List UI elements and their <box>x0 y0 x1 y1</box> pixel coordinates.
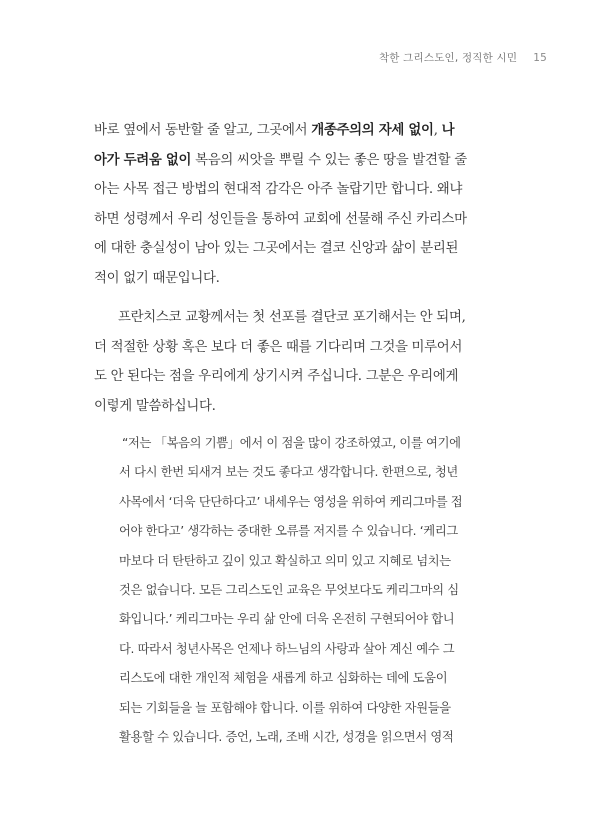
quote-line: 마보다 더 탄탄하고 깊이 있고 확실하고 의미 있고 지혜로 넘치는 <box>119 553 451 568</box>
block-quote <box>119 429 519 752</box>
text-run: , <box>433 123 442 138</box>
emphasis-text: 개종주의의 자세 없이 <box>311 122 434 138</box>
quote-line: 어야 한다고’ 생각하는 중대한 오류를 저지를 수 있습니다. ‘케리그 <box>119 524 458 539</box>
page-number: 15 <box>533 52 547 64</box>
text-run: 바로 옆에서 동반할 줄 알고, 그곳에서 <box>94 123 312 138</box>
paragraph-line: 프란치스코 교황께서는 첫 선포를 결단코 포기해서는 안 되며, <box>118 310 466 325</box>
running-header <box>379 50 547 65</box>
quote-line: 다. 따라서 청년사목은 언제나 하느님의 사랑과 살아 계신 예수 그 <box>119 641 455 656</box>
emphasis-text: 나 <box>441 122 455 138</box>
paragraph-line: 적이 없기 때문입니다. <box>94 270 220 286</box>
quote-line: 되는 기회들을 늘 포함해야 합니다. 이를 위하여 다양한 자원들을 <box>119 700 451 715</box>
paragraph-line: 도 안 된다는 점을 우리에게 상기시켜 주십니다. 그분은 우리에게 <box>94 369 459 384</box>
paragraph-line: 이렇게 말씀하십니다. <box>94 398 216 414</box>
quote-line: 리스도에 대한 개인적 체험을 새롭게 하고 심화하는 데에 도움이 <box>119 671 448 686</box>
text-run: 복음의 씨앗을 뿌릴 수 있는 좋은 땅을 발견할 줄 <box>191 152 467 168</box>
paragraph-line: 에 대한 충실성이 남아 있는 그곳에서는 결코 신앙과 삶이 분리된 <box>94 241 459 256</box>
emphasis-text: 아가 두려움 없이 <box>94 151 192 168</box>
running-title: 착한 그리스도인, 정직한 시민 <box>378 52 518 64</box>
quote-line: “저는 「복음의 기쁨」에서 이 점을 많이 강조하였고, 이를 여기에 <box>122 436 461 450</box>
paragraph-line: 더 적절한 상황 혹은 보다 더 좋은 때를 기다리며 그것을 미루어서 <box>94 339 463 355</box>
paragraph-1 <box>94 116 514 293</box>
quote-line: 화입니다.’ 케리그마는 우리 삶 안에 더욱 온전히 구현되어야 합니 <box>119 612 455 627</box>
quote-line: 사목에서 ‘더욱 단단하다고’ 내세우는 영성을 위하여 케리그마를 접 <box>119 494 463 509</box>
paragraph-line: 하면 성령께서 우리 성인들을 통하여 교회에 선물해 주신 카리스마 <box>94 211 467 227</box>
quote-line: 것은 없습니다. 모든 그리스도인 교육은 무엇보다도 케리그마의 심 <box>119 583 459 598</box>
quote-line: 활용할 수 있습니다. 증언, 노래, 조배 시간, 성경을 읽으면서 영적 <box>119 730 454 745</box>
paragraph-line <box>94 146 514 176</box>
quote-line: 서 다시 한번 되새겨 보는 것도 좋다고 생각합니다. 한편으로, 청년 <box>119 465 458 480</box>
paragraph-2 <box>94 303 514 421</box>
paragraph-line: 아는 사목 접근 방법의 현대적 감각은 아주 놀랍기만 합니다. 왜냐 <box>94 182 463 197</box>
paragraph-line <box>94 116 514 146</box>
